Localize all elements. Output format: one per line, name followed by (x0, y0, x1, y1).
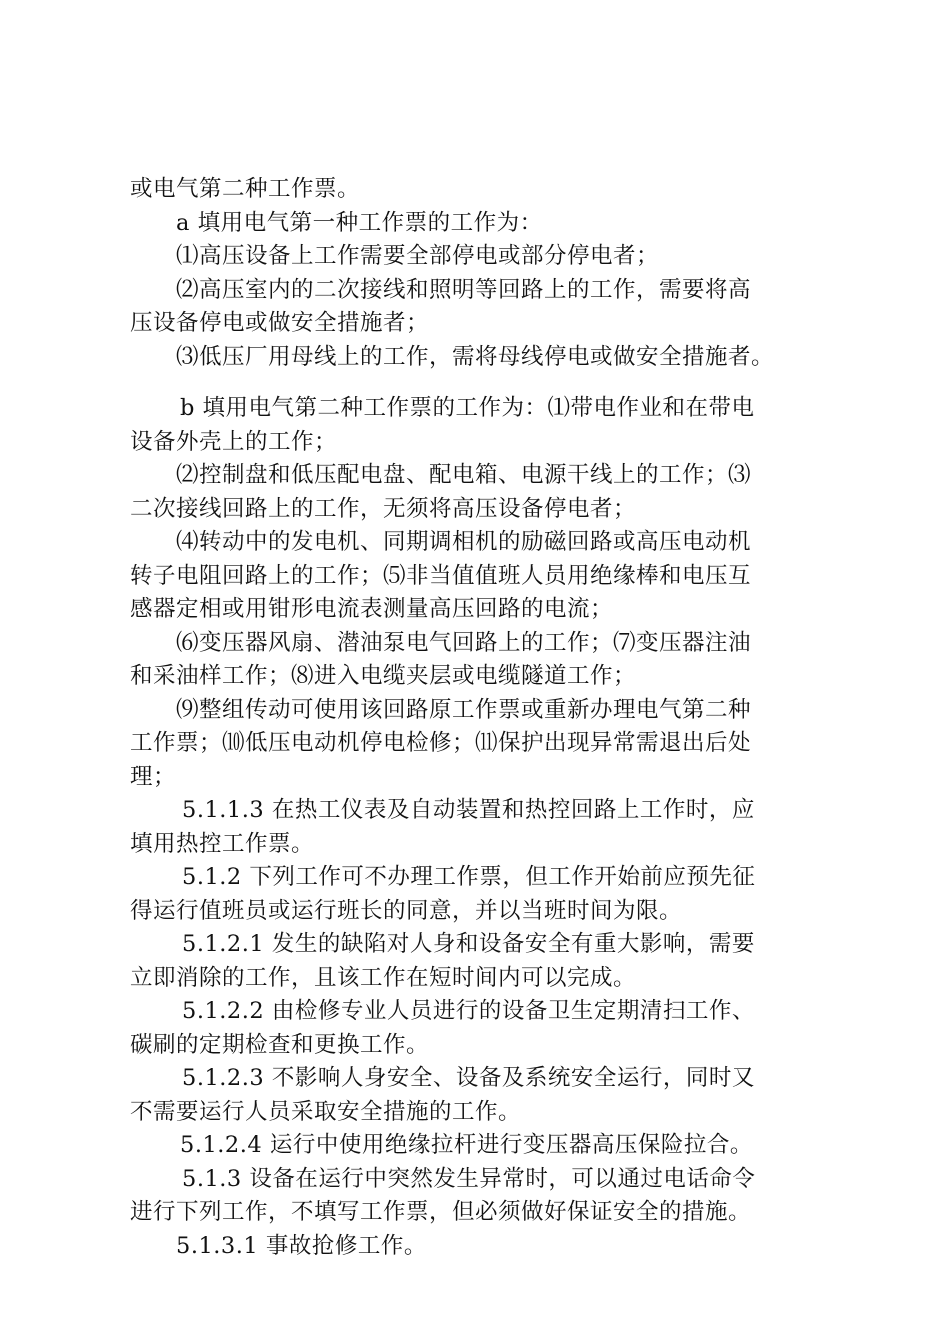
text-line: b 填用电气第二种工作票的工作为：⑴带电作业和在带电 (180, 395, 755, 421)
text-line: 5.1.3 设备在运行中突然发生异常时，可以通过电话命令 (182, 1165, 756, 1192)
text-line: 5.1.2.2 由检修专业人员进行的设备卫生定期清扫工作、 (182, 998, 755, 1024)
text-line: 5.1.2.3 不影响人身安全、设备及系统安全运行，同时又 (182, 1065, 755, 1091)
text-line: ⑹变压器风扇、潜油泵电气回路上的工作；⑺变压器注油 (176, 629, 752, 656)
text-line: 理； (130, 763, 177, 790)
document-body (130, 173, 840, 1263)
text-line: ⑷转动中的发电机、同期调相机的励磁回路或高压电动机 (176, 529, 752, 555)
text-line: 转子电阻回路上的工作；⑸非当值值班人员用绝缘棒和电压互 (130, 562, 752, 589)
text-line: 5.1.2.1 发生的缺陷对人身和设备安全有重大影响，需要 (182, 931, 755, 957)
text-line: a 填用电气第一种工作票的工作为： (176, 209, 543, 236)
text-line: 二次接线回路上的工作，无须将高压设备停电者； (130, 495, 637, 522)
text-line: 立即消除的工作，且该工作在短时间内可以完成。 (130, 964, 637, 991)
text-line: 或电气第二种工作票。 (130, 176, 361, 202)
text-line: 工作票；⑽低压电动机停电检修；⑾保护出现异常需退出后处 (130, 730, 752, 756)
text-line: 5.1.2 下列工作可不办理工作票，但工作开始前应预先征 (182, 864, 756, 890)
text-line: 5.1.1.3 在热工仪表及自动装置和热控回路上工作时，应 (182, 797, 755, 823)
text-line: 感器定相或用钳形电流表测量高压回路的电流； (130, 596, 614, 622)
paragraph-gap (130, 374, 840, 392)
text-line: 进行下列工作，不填写工作票，但必须做好保证安全的措施。 (130, 1199, 752, 1225)
text-line: 压设备停电或做安全措施者； (130, 310, 430, 336)
text-line: 设备外壳上的工作； (130, 428, 338, 455)
text-line: ⑵控制盘和低压配电盘、配电箱、电源干线上的工作；⑶ (176, 462, 752, 488)
text-line: 填用热控工作票。 (130, 830, 315, 857)
text-line: 不需要运行人员采取安全措施的工作。 (130, 1098, 522, 1125)
text-line: ⑶低压厂用母线上的工作，需将母线停电或做安全措施者。 (176, 343, 775, 370)
text-line: ⑼整组传动可使用该回路原工作票或重新办理电气第二种 (176, 696, 752, 723)
text-line: 和采油样工作；⑻进入电缆夹层或电缆隧道工作； (130, 663, 637, 689)
text-line: 5.1.3.1 事故抢修工作。 (176, 1232, 427, 1259)
text-line: 碳刷的定期检查和更换工作。 (130, 1031, 430, 1058)
text-line: 得运行值班员或运行班长的同意，并以当班时间为限。 (130, 897, 683, 924)
text-line: 5.1.2.4 运行中使用绝缘拉杆进行变压器高压保险拉合。 (180, 1132, 753, 1158)
text-line: ⑴高压设备上工作需要全部停电或部分停电者； (176, 243, 660, 269)
text-line: ⑵高压室内的二次接线和照明等回路上的工作，需要将高 (176, 276, 752, 303)
